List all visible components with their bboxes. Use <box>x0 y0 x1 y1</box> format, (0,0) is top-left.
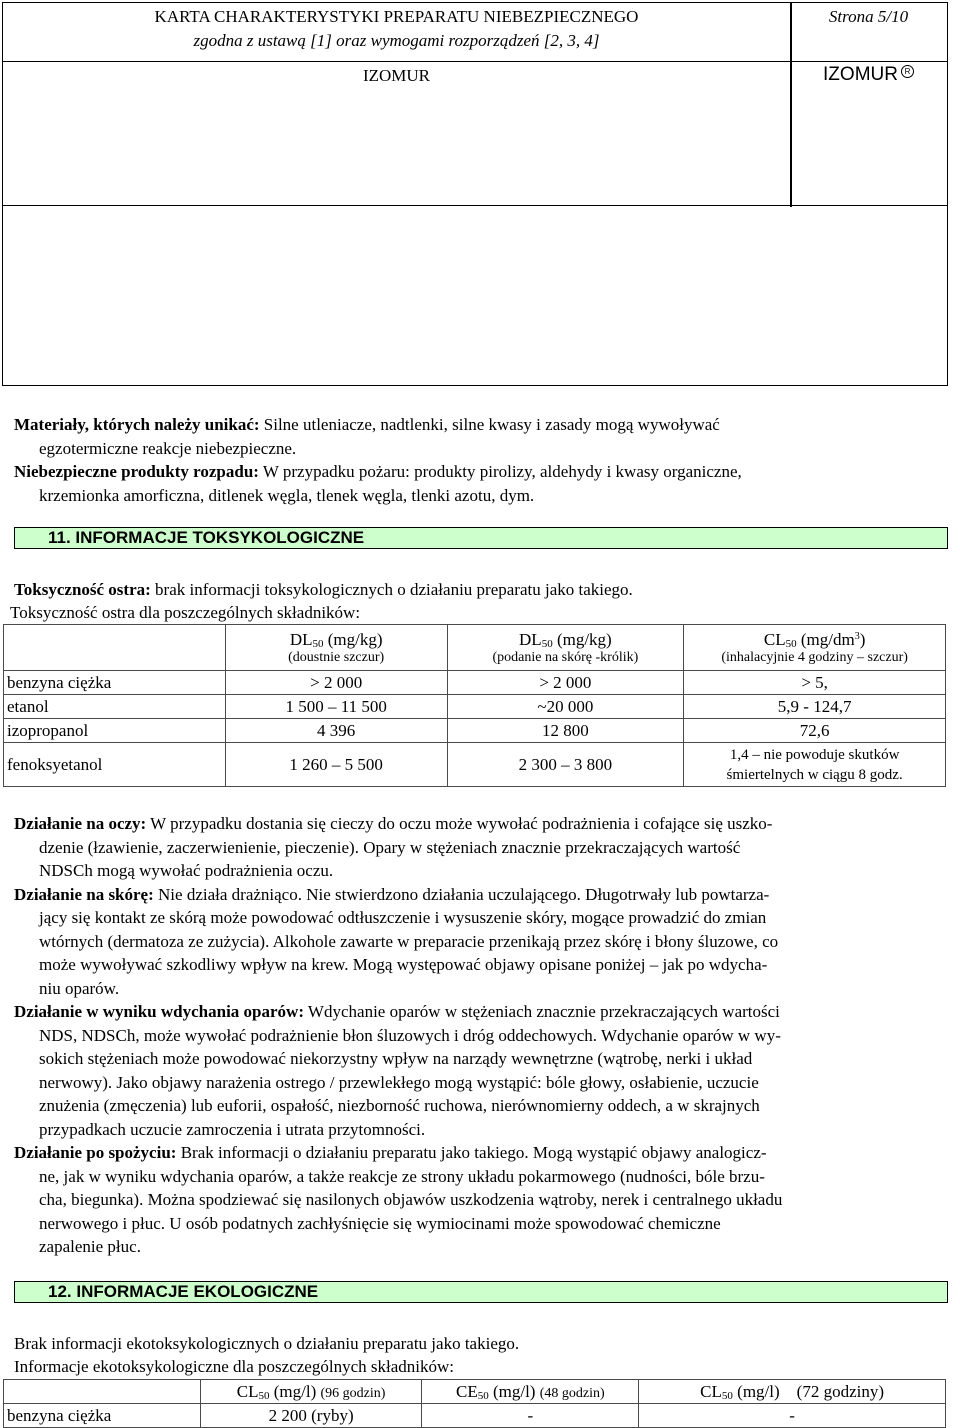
skin-text-4: może wywoływać szkodliwy wpływ na krew. Mogą występować objawy opisane poniżej – jak po wdycha- <box>39 955 768 974</box>
eco-h2-main: CE <box>455 1381 478 1401</box>
inhalation-text-4: nerwowy). Jako objawy narażenia ostrego / przewlekłego mogą wystąpić: bóle głowy, osłabienie, uczucie <box>39 1072 759 1092</box>
document-title: KARTA CHARAKTERYSTYKI PREPARATU NIEBEZPIECZNEGO <box>154 7 639 26</box>
materials-to-avoid <box>14 413 944 507</box>
row-inhal: 72,6 <box>684 719 946 743</box>
skin-text-3: wtórnych (dermatoza ze zużycia). Alkohole zawarte w preparacie przenikają przez skórę i błony śluzowe, co <box>39 931 779 951</box>
document-subtitle: zgodna z ustawą [1] oraz wymogami rozporządzeń [2, 3, 4] <box>193 31 600 50</box>
eco-h2-note: (48 godzin) <box>539 1385 605 1401</box>
materials-label: Materiały, których należy unikać: <box>14 415 260 434</box>
row-name: izopropanol <box>4 719 226 743</box>
row-name: benzyna ciężka <box>4 671 226 695</box>
decomposition-text-2: krzemionka amorficzna, ditlenek węgla, tlenek węgla, tlenki azotu, dym. <box>39 485 535 505</box>
header-oral-main: DL <box>289 629 313 649</box>
section-11-heading: 11. INFORMACJE TOKSYKOLOGICZNE <box>14 527 948 549</box>
row-oral: 1 500 – 11 500 <box>225 695 447 719</box>
row-oral: > 2 000 <box>225 671 447 695</box>
row-name: fenoksyetanol <box>4 743 226 787</box>
ingestion-text-5: zapalenie płuc. <box>39 1237 141 1256</box>
toxicity-table <box>3 624 946 787</box>
table-row <box>4 695 946 719</box>
skin-text-1: Nie działa drażniąco. Nie stwierdzono działania uczulającego. Długotrwały lub powtarza- <box>153 884 770 904</box>
header-dermal-unit: (mg/kg) <box>552 629 612 649</box>
eco-row-daphnia: - <box>422 1404 639 1428</box>
ecotox-table <box>3 1379 946 1428</box>
header-empty-area <box>3 205 947 388</box>
materials-text-2: egzotermiczne reakcje niebezpieczne. <box>39 438 297 458</box>
header-inhal-unit: (mg/dm <box>796 629 855 649</box>
header-title-row <box>3 3 947 62</box>
decomposition-label: Niebezpieczne produkty rozpadu: <box>14 462 259 481</box>
header-inhal-close: ) <box>859 629 866 649</box>
row-inhal <box>684 743 946 787</box>
product-name: IZOMUR <box>362 66 431 85</box>
header-inhal-main: CL <box>763 629 786 649</box>
registered-mark-icon: R <box>901 65 914 78</box>
ingestion-text-4: nerwowego i płuc. U osób podatnych zachłyśnięcie się wymiocinami może spowodować chemiczne <box>39 1213 721 1233</box>
row-name: etanol <box>4 695 226 719</box>
header-divider <box>790 3 792 207</box>
page-number: Strona 5/10 <box>828 7 909 26</box>
eco-header-empty <box>4 1380 201 1404</box>
row-oral: 1 260 – 5 500 <box>225 743 447 787</box>
table-row <box>4 743 946 787</box>
header-inhal-sup: 3 <box>854 630 860 642</box>
product-brand <box>790 64 947 86</box>
ingestion-text-1: Brak informacji o działaniu preparatu jako takiego. Mogą wystąpić objawy analogicz- <box>176 1143 767 1162</box>
table-row <box>4 671 946 695</box>
row-inhal: 5,9 - 124,7 <box>684 695 946 719</box>
eco-header-row <box>4 1380 946 1404</box>
eco-h2-unit: (mg/l) <box>488 1381 540 1401</box>
eco-h1-sub: 50 <box>258 1389 270 1402</box>
eco-h3-unit: (mg/l) <box>732 1381 780 1401</box>
header-product-row <box>3 61 947 205</box>
acute-text: brak informacji toksykologicznych o działaniu preparatu jako takiego. <box>150 580 633 599</box>
ingestion-text-3: cha, biegunka). Można spodziewać się nasilonych objawów uszkodzenia wątroby, nerek i centralnego układu <box>39 1190 783 1209</box>
ingestion-text-2: ne, jak w wyniku wdychania oparów, a także reakcje ze strony układu pokarmowego (nudności, bóle brzu- <box>39 1166 765 1186</box>
eco-header-daphnia <box>422 1380 639 1404</box>
header-dermal-main: DL <box>519 629 542 649</box>
ingestion-label: Działanie po spożyciu: <box>14 1143 177 1162</box>
eco-intro: Informacje ekotoksykologiczne dla poszczególnych składników: <box>14 1357 454 1376</box>
effects-block <box>14 812 944 1259</box>
inhalation-text-2: NDS, NDSCh, może wywołać podrażnienie błon śluzowych i dróg oddechowych. Wdychanie oparów w wy- <box>39 1025 781 1045</box>
decomposition-text-1: W przypadku pożaru: produkty pirolizy, aldehydy i kwasy organiczne, <box>258 462 742 481</box>
components-intro: Toksyczność ostra dla poszczególnych składników: <box>10 603 361 622</box>
skin-label: Działanie na skórę: <box>14 884 154 904</box>
table-header-row <box>4 625 946 671</box>
table-header-empty <box>4 625 226 671</box>
eco-h2-sub: 50 <box>477 1389 489 1402</box>
row-inhal-line-2: śmiertelnych w ciągu 8 godz. <box>726 766 903 783</box>
section-12-heading: 12. INFORMACJE EKOLOGICZNE <box>14 1281 948 1303</box>
row-oral: 4 396 <box>225 719 447 743</box>
eco-h3-main: CL <box>700 1381 722 1401</box>
header-oral-sub: 50 <box>312 637 324 650</box>
header-oral <box>225 625 447 671</box>
header-oral-note: (doustnie szczur) <box>288 649 385 665</box>
skin-text-5: niu oparów. <box>39 978 120 998</box>
inhalation-text-3: sokich stężeniach może powodować niekorzystny wpływ na narządy wewnętrzne (wątrobę, nerki i układ <box>39 1049 753 1068</box>
eyes-text-1: W przypadku dostania się cieczy do oczu może wywołać podrażnienia i cofające się uszko- <box>146 814 773 833</box>
document-header <box>2 2 948 386</box>
eyes-label: Działanie na oczy: <box>14 814 147 833</box>
inhalation-text-6: przypadkach uczucie zamroczenia i utrata przytomności. <box>39 1119 426 1139</box>
header-dermal-sub: 50 <box>541 637 553 650</box>
product-brand-text: IZOMUR <box>823 64 898 85</box>
eyes-text-2: dzenie (łzawienie, zaczerwienienie, pieczenie). Opary w stężeniach znacznie przekraczających wartość <box>39 837 741 857</box>
eco-row-name: benzyna ciężka <box>4 1404 201 1428</box>
row-dermal: > 2 000 <box>447 671 684 695</box>
header-inhal-sub: 50 <box>785 637 797 650</box>
header-oral-unit: (mg/kg) <box>323 629 383 649</box>
acute-toxicity <box>14 578 944 602</box>
header-inhal-note: (inhalacyjnie 4 godziny – szczur) <box>721 649 908 665</box>
materials-text-1: Silne utleniacze, nadtlenki, silne kwasy i zasady mogą wywoływać <box>259 415 720 434</box>
row-inhal-line-1: 1,4 – nie powoduje skutków <box>729 746 900 763</box>
eco-header-algae <box>639 1380 946 1404</box>
table-row <box>4 719 946 743</box>
eco-h3-note: (72 godziny) <box>779 1381 884 1401</box>
inhalation-text-5: znużenia (zmęczenia) lub euforii, ospałość, niezborność ruchowa, nierównomierny oddech, a w skrajnych <box>39 1096 760 1115</box>
eco-none: Brak informacji ekotoksykologicznych o działaniu preparatu jako takiego. <box>14 1334 520 1353</box>
eco-row-fish: 2 200 (ryby) <box>200 1404 422 1428</box>
skin-text-2: jący się kontakt ze skórą może powodować odtłuszczenie i wysuszenie skóry, mogące prowadzić do zmian <box>39 908 767 927</box>
header-inhal <box>684 625 946 671</box>
inhalation-label: Działanie w wyniku wdychania oparów: <box>14 1002 304 1021</box>
eco-h1-main: CL <box>236 1381 259 1401</box>
eco-h1-unit: (mg/l) <box>269 1381 321 1401</box>
row-dermal: 12 800 <box>447 719 684 743</box>
table-row <box>4 1404 946 1428</box>
eco-h1-note: (96 godzin) <box>320 1385 386 1401</box>
header-dermal <box>447 625 684 671</box>
row-inhal: > 5, <box>684 671 946 695</box>
eco-header-fish <box>200 1380 422 1404</box>
eco-h3-sub: 50 <box>721 1389 733 1402</box>
acute-label: Toksyczność ostra: <box>14 580 151 599</box>
eyes-text-3: NDSCh mogą wywołać podrażnienia oczu. <box>39 861 334 880</box>
header-dermal-note: (podanie na skórę -królik) <box>492 649 639 665</box>
inhalation-text-1: Wdychanie oparów w stężeniach znacznie przekraczających wartości <box>303 1002 780 1021</box>
row-dermal: ~20 000 <box>447 695 684 719</box>
row-dermal: 2 300 – 3 800 <box>447 743 684 787</box>
eco-row-algae: - <box>639 1404 946 1428</box>
